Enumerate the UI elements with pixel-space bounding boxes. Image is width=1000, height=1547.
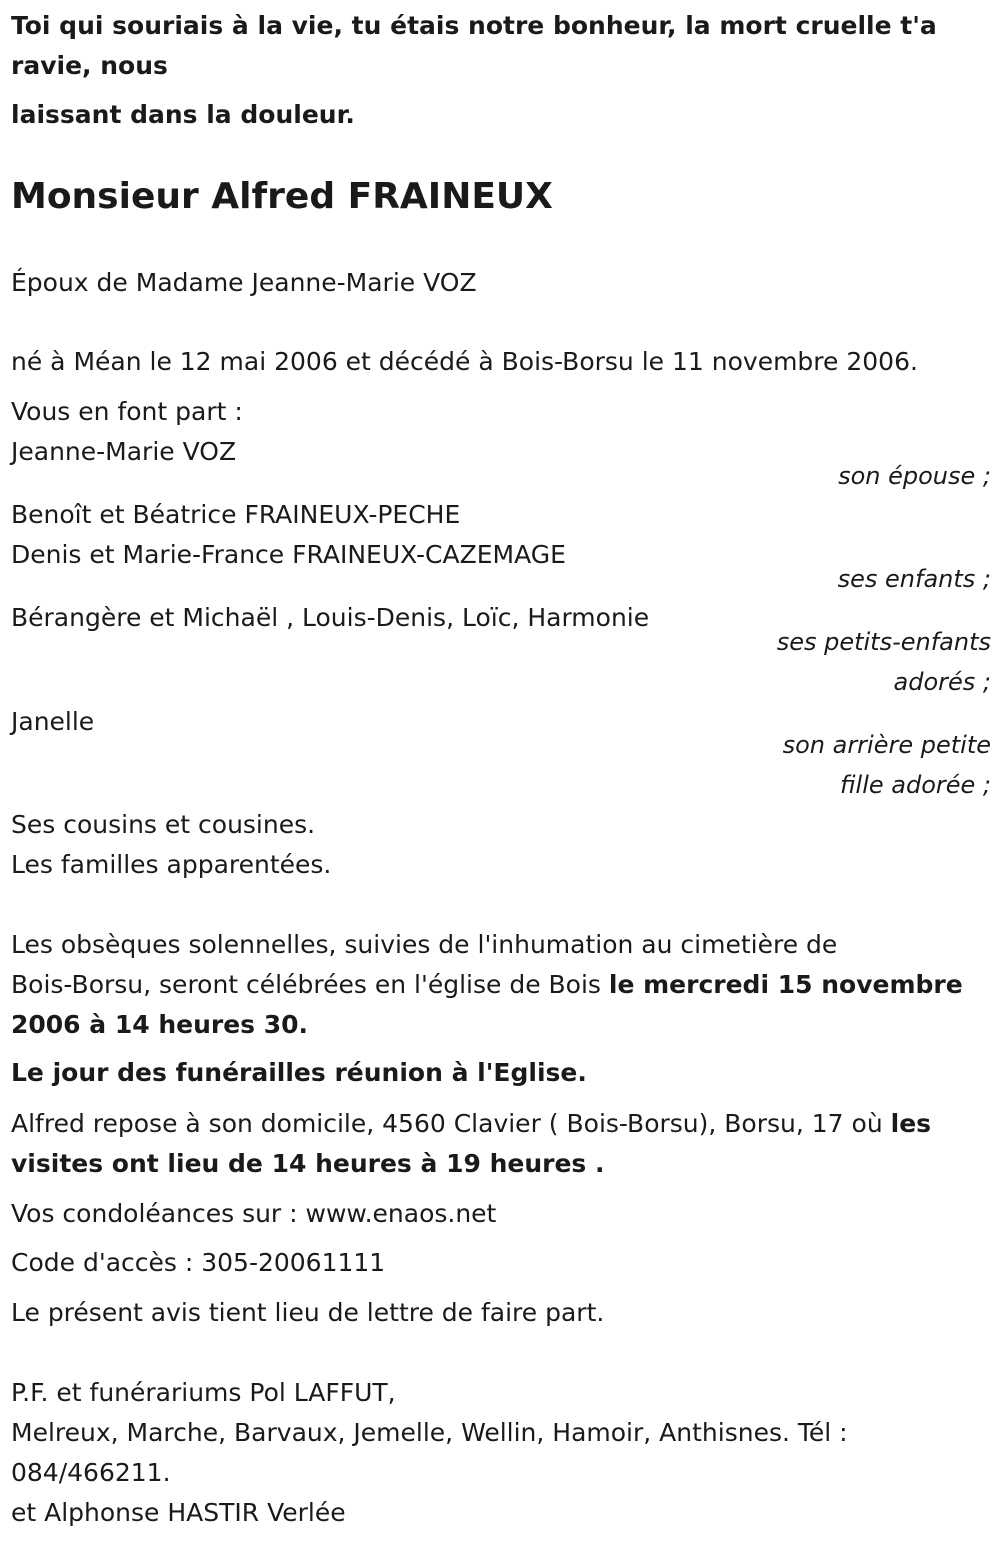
grandchildren-role-1: ses petits-enfants xyxy=(776,628,991,656)
intro-line-1: Toi qui souriais à la vie, tu étais notre bonheur, la mort cruelle t'a xyxy=(11,11,937,40)
rest-line-regular: Alfred repose à son domicile, 4560 Clavier ( Bois-Borsu), Borsu, 17 où xyxy=(11,1109,891,1138)
rest-line-bold: les xyxy=(890,1109,932,1138)
funeral-line-2-regular: Bois-Borsu, seront célébrées en l'église de Bois xyxy=(11,970,609,999)
rest-line xyxy=(11,1104,931,1144)
great-grandchild-role-1: son arrière petite xyxy=(782,731,991,759)
grandchildren-role-2: adorés ; xyxy=(893,668,991,696)
visits-line: visites ont lieu de 14 heures à 19 heures . xyxy=(11,1149,605,1178)
intro-line-3: laissant dans la douleur. xyxy=(11,100,355,129)
spouse-role: son épouse ; xyxy=(838,462,991,490)
deceased-name: Monsieur Alfred FRAINEUX xyxy=(11,176,553,217)
undertaker-line-1: P.F. et funérariums Pol LAFFUT, xyxy=(11,1378,396,1407)
families-line: Les familles apparentées. xyxy=(11,850,332,879)
funeral-line-1: Les obsèques solennelles, suivies de l'inhumation au cimetière de xyxy=(11,930,838,959)
notice-line: Le présent avis tient lieu de lettre de faire part. xyxy=(11,1298,605,1327)
funeral-date: le mercredi 15 novembre xyxy=(608,970,963,999)
announcement-intro: Vous en font part : xyxy=(11,397,243,426)
condolences-line: Vos condoléances sur : www.enaos.net xyxy=(11,1199,497,1228)
grandchildren-names: Bérangère et Michaël , Louis-Denis, Loïc, Harmonie xyxy=(11,603,650,632)
undertaker-line-4: et Alphonse HASTIR Verlée xyxy=(11,1498,346,1527)
great-grandchild-role-2: fille adorée ; xyxy=(840,771,991,799)
cousins-line: Ses cousins et cousines. xyxy=(11,810,316,839)
child-name-2: Denis et Marie-France FRAINEUX-CAZEMAGE xyxy=(11,540,566,569)
birth-death-line: né à Méan le 12 mai 2006 et décédé à Bois-Borsu le 11 novembre 2006. xyxy=(11,347,918,376)
children-role: ses enfants ; xyxy=(837,565,991,593)
funeral-line-2 xyxy=(11,965,963,1005)
spouse-name: Jeanne-Marie VOZ xyxy=(11,437,237,466)
access-code-line: Code d'accès : 305-20061111 xyxy=(11,1248,386,1277)
funeral-time: 2006 à 14 heures 30. xyxy=(11,1010,309,1039)
great-grandchild-name: Janelle xyxy=(11,707,95,736)
intro-line-2: ravie, nous xyxy=(11,51,168,80)
child-name-1: Benoît et Béatrice FRAINEUX-PECHE xyxy=(11,500,461,529)
meeting-line: Le jour des funérailles réunion à l'Eglise. xyxy=(11,1058,587,1087)
spouse-line: Époux de Madame Jeanne-Marie VOZ xyxy=(11,268,477,297)
undertaker-phone: 084/466211. xyxy=(11,1458,171,1487)
undertaker-line-2: Melreux, Marche, Barvaux, Jemelle, Wellin, Hamoir, Anthisnes. Tél : xyxy=(11,1418,848,1447)
